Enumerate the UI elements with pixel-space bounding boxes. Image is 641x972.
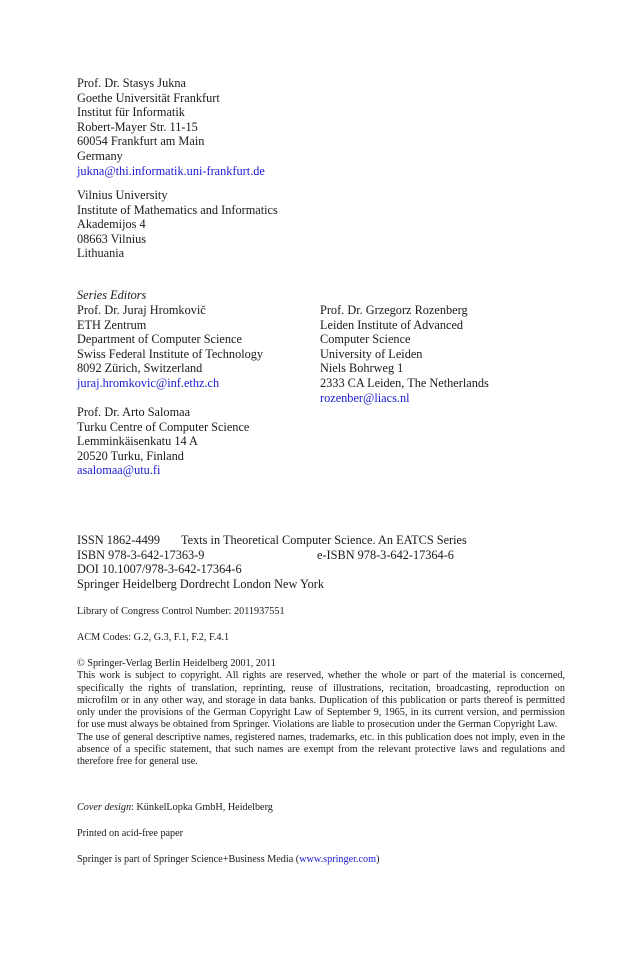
editor-line: 8092 Zürich, Switzerland bbox=[77, 361, 203, 376]
editor-email-link[interactable]: asalomaa@utu.fi bbox=[77, 463, 161, 478]
isbn: ISBN 978-3-642-17363-9 bbox=[77, 547, 205, 562]
editor-rozenberg bbox=[320, 303, 489, 405]
loc-number: Library of Congress Control Number: 2011937551 bbox=[77, 606, 285, 617]
editor-line: Niels Bohrweg 1 bbox=[320, 361, 404, 376]
affiliation-institute: Institute of Mathematics and Informatics bbox=[77, 202, 278, 217]
editor-salomaa bbox=[77, 405, 249, 478]
editor-name: Prof. Dr. Grzegorz Rozenberg bbox=[320, 303, 468, 317]
author-street: Robert-Mayer Str. 11-15 bbox=[77, 119, 198, 134]
affiliation-university: Vilnius University bbox=[77, 188, 168, 202]
editor-line: University of Leiden bbox=[320, 346, 423, 361]
editor-name: Prof. Dr. Juraj Hromkovič bbox=[77, 303, 206, 317]
series-editors-heading: Series Editors bbox=[77, 288, 147, 302]
editor-line: ETH Zentrum bbox=[77, 317, 147, 332]
cover-design-label: Cover design bbox=[77, 802, 132, 813]
eisbn: e-ISBN 978-3-642-17364-6 bbox=[317, 547, 454, 562]
affiliation-country: Lithuania bbox=[77, 246, 125, 261]
isbn-row bbox=[77, 548, 567, 563]
springer-note bbox=[77, 854, 379, 866]
author-address bbox=[77, 76, 265, 178]
editor-line: Turku Centre of Computer Science bbox=[77, 419, 250, 434]
paper-note: Printed on acid-free paper bbox=[77, 828, 184, 839]
editor-line: Lemminkäisenkatu 14 A bbox=[77, 434, 198, 449]
editor-line: 20520 Turku, Finland bbox=[77, 448, 184, 463]
publication-identifiers bbox=[77, 533, 567, 591]
issn-row bbox=[77, 533, 567, 548]
series-title: Texts in Theoretical Computer Science. An EATCS Series bbox=[181, 533, 467, 547]
author-city: 60054 Frankfurt am Main bbox=[77, 134, 205, 149]
affiliation-city: 08663 Vilnius bbox=[77, 231, 147, 246]
author-second-affiliation bbox=[77, 188, 278, 261]
author-name: Prof. Dr. Stasys Jukna bbox=[77, 76, 186, 90]
author-email-link[interactable]: jukna@thi.informatik.uni-frankfurt.de bbox=[77, 163, 265, 178]
author-university: Goethe Universität Frankfurt bbox=[77, 90, 220, 105]
editor-email-link[interactable]: rozenber@liacs.nl bbox=[320, 390, 410, 405]
editor-line: Swiss Federal Institute of Technology bbox=[77, 346, 264, 361]
editor-name: Prof. Dr. Arto Salomaa bbox=[77, 405, 191, 419]
editor-hromkovic bbox=[77, 303, 263, 391]
springer-url-link[interactable]: www.springer.com bbox=[299, 854, 377, 865]
publisher-cities: Springer Heidelberg Dordrecht London New York bbox=[77, 576, 325, 591]
springer-note-suffix: ) bbox=[376, 854, 380, 865]
editor-email-link[interactable]: juraj.hromkovic@inf.ethz.ch bbox=[77, 375, 220, 390]
author-country: Germany bbox=[77, 148, 123, 163]
cover-design bbox=[77, 802, 273, 814]
doi: DOI 10.1007/978-3-642-17364-6 bbox=[77, 562, 242, 577]
affiliation-street: Akademijos 4 bbox=[77, 217, 146, 232]
editor-line: Computer Science bbox=[320, 332, 411, 347]
author-institute: Institut für Informatik bbox=[77, 105, 185, 120]
springer-note-prefix: Springer is part of Springer Science+Business Media ( bbox=[77, 854, 300, 865]
cover-design-value: : KünkelLopka GmbH, Heidelberg bbox=[131, 802, 273, 813]
issn: ISSN 1862-4499 bbox=[77, 533, 161, 547]
names-paragraph: The use of general descriptive names, registered names, trademarks, etc. in this publication does not imply, even in the absence of a specific statement, that such names are exempt from the relevant protective laws and regulations and therefore free for general use. bbox=[77, 731, 565, 768]
rights-paragraph: This work is subject to copyright. All rights are reserved, whether the whole or part of the material is concerned, specifically the rights of translation, reprinting, reuse of illustrations, recitation, broadcasting, reproduction on microfilm or in any other way, and storage in data banks. Duplication of this publication or parts thereof is permitted only under the provisions of the German Copyright Law of September 9, 1965, in its current version, and permission for use must always be obtained from Springer. Violations are liable to prosecution under the German Copyright Law. bbox=[77, 670, 565, 731]
acm-codes: ACM Codes: G.2, G.3, F.1, F.2, F.4.1 bbox=[77, 632, 230, 643]
editor-line: Leiden Institute of Advanced bbox=[320, 317, 464, 332]
editor-line: 2333 CA Leiden, The Netherlands bbox=[320, 375, 489, 390]
copyright-notice bbox=[77, 658, 565, 769]
copyright-line: © Springer-Verlag Berlin Heidelberg 2001, 2011 bbox=[77, 658, 276, 669]
editor-line: Department of Computer Science bbox=[77, 332, 242, 347]
